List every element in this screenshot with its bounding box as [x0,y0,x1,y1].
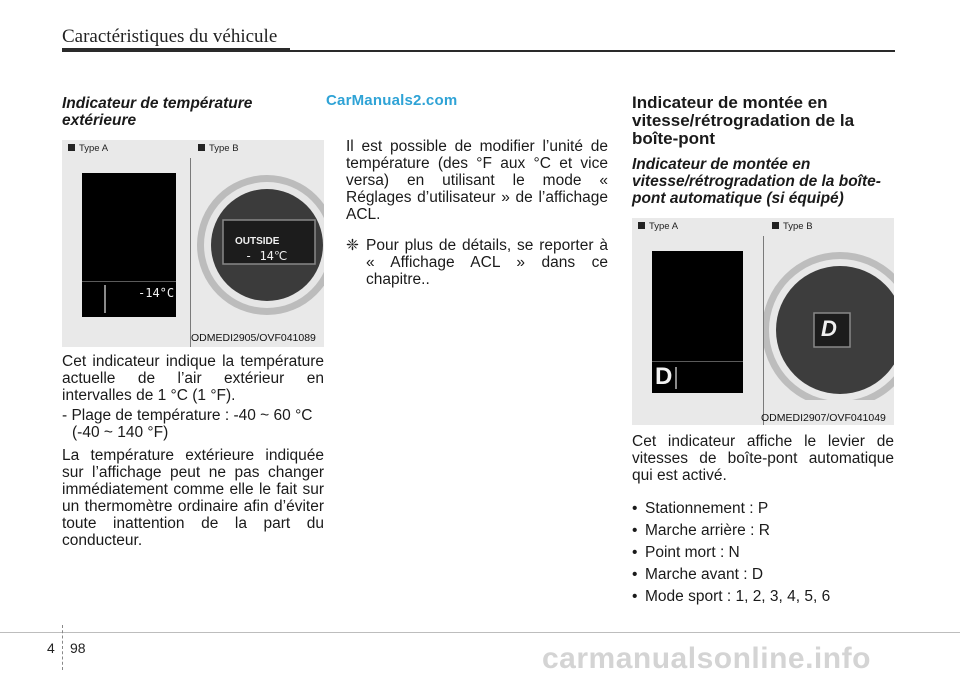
header-rule-thin [290,50,895,52]
gauge-temperature-readout: - 14℃ [245,249,288,263]
range-line: - Plage de température : -40 ~ 60 °C [62,407,313,424]
footer-rule [0,632,960,633]
figure-label-type-a: Type A [638,221,678,232]
lcd-display-type-a [652,251,743,393]
note-text: Pour plus de détails, se reporter à « Affichage ACL » dans ce chapitre.. [366,237,608,288]
lcd-display-type-a [82,173,176,317]
gauge-type-b [764,236,894,400]
gauge-outside-label: OUTSIDE [235,236,280,247]
section-heading-outside-temperature: Indicateur de température extérieure [62,95,253,129]
list-item: • Marche arrière : R [632,522,894,539]
footer-divider [62,625,64,670]
figure-label-type-b: Type B [772,221,813,232]
list-item: • Mode sport : 1, 2, 3, 4, 5, 6 [632,588,894,605]
page-number: 98 [70,640,86,656]
gauge-gear-readout: D [821,316,837,341]
figure-code: ODMEDI2905/OVF041089 [191,332,316,344]
section-subheading-automatic: Indicateur de montée en vitesse/rétrogradation de la boîte-pont automatique (si équipé) [632,156,881,207]
chapter-number: 4 [47,640,55,656]
paragraph: Il est possible de modifier l’unité de température (des °F aux °C et vice versa) en utilisant le mode « Réglages d’utilisateur » de l’affichage ACL. [346,138,608,223]
paragraph: Cet indicateur indique la température actuelle de l’air extérieur en intervalles de 1 °C (1 °F). [62,353,324,404]
range-line-fahrenheit: (-40 ~ 140 °F) [72,424,169,441]
footer-watermark-link[interactable]: carmanualsonline.info [542,642,871,675]
middle-body-text [346,138,608,288]
figure-code: ODMEDI2907/OVF041049 [761,412,886,424]
watermark-link[interactable]: CarManuals2.com [326,92,458,109]
paragraph: Cet indicateur affiche le levier de vitesses de boîte-pont automatique qui est activé. [632,433,894,484]
gear-list [632,500,894,610]
header-rule [62,48,290,52]
list-item: • Point mort : N [632,544,894,561]
list-item: • Marche avant : D [632,566,894,583]
gauge-type-b [191,173,324,317]
figure-shift-indicator [632,218,894,425]
left-body-text [62,353,324,549]
lcd-temperature-readout: -14°C [138,286,175,300]
note-symbol: ❈ [346,237,359,254]
figure-label-type-a: Type A [68,143,108,154]
list-item: • Stationnement : P [632,500,894,517]
right-body-text [632,433,894,484]
section-heading-shift-indicator: Indicateur de montée en vitesse/rétrogradation de la boîte-pont [632,93,855,148]
note [346,237,608,288]
paragraph: La température extérieure indiquée sur l’affichage peut ne pas changer immédiatement comme elle le fait sur un thermomètre ordinaire afin d’éviter toute inattention de la part du conducteur. [62,447,324,549]
figure-outside-temperature [62,140,324,347]
lcd-gear-readout: D [655,363,673,390]
page-header-title: Caractéristiques du véhicule [62,26,278,47]
figure-label-type-b: Type B [198,143,239,154]
